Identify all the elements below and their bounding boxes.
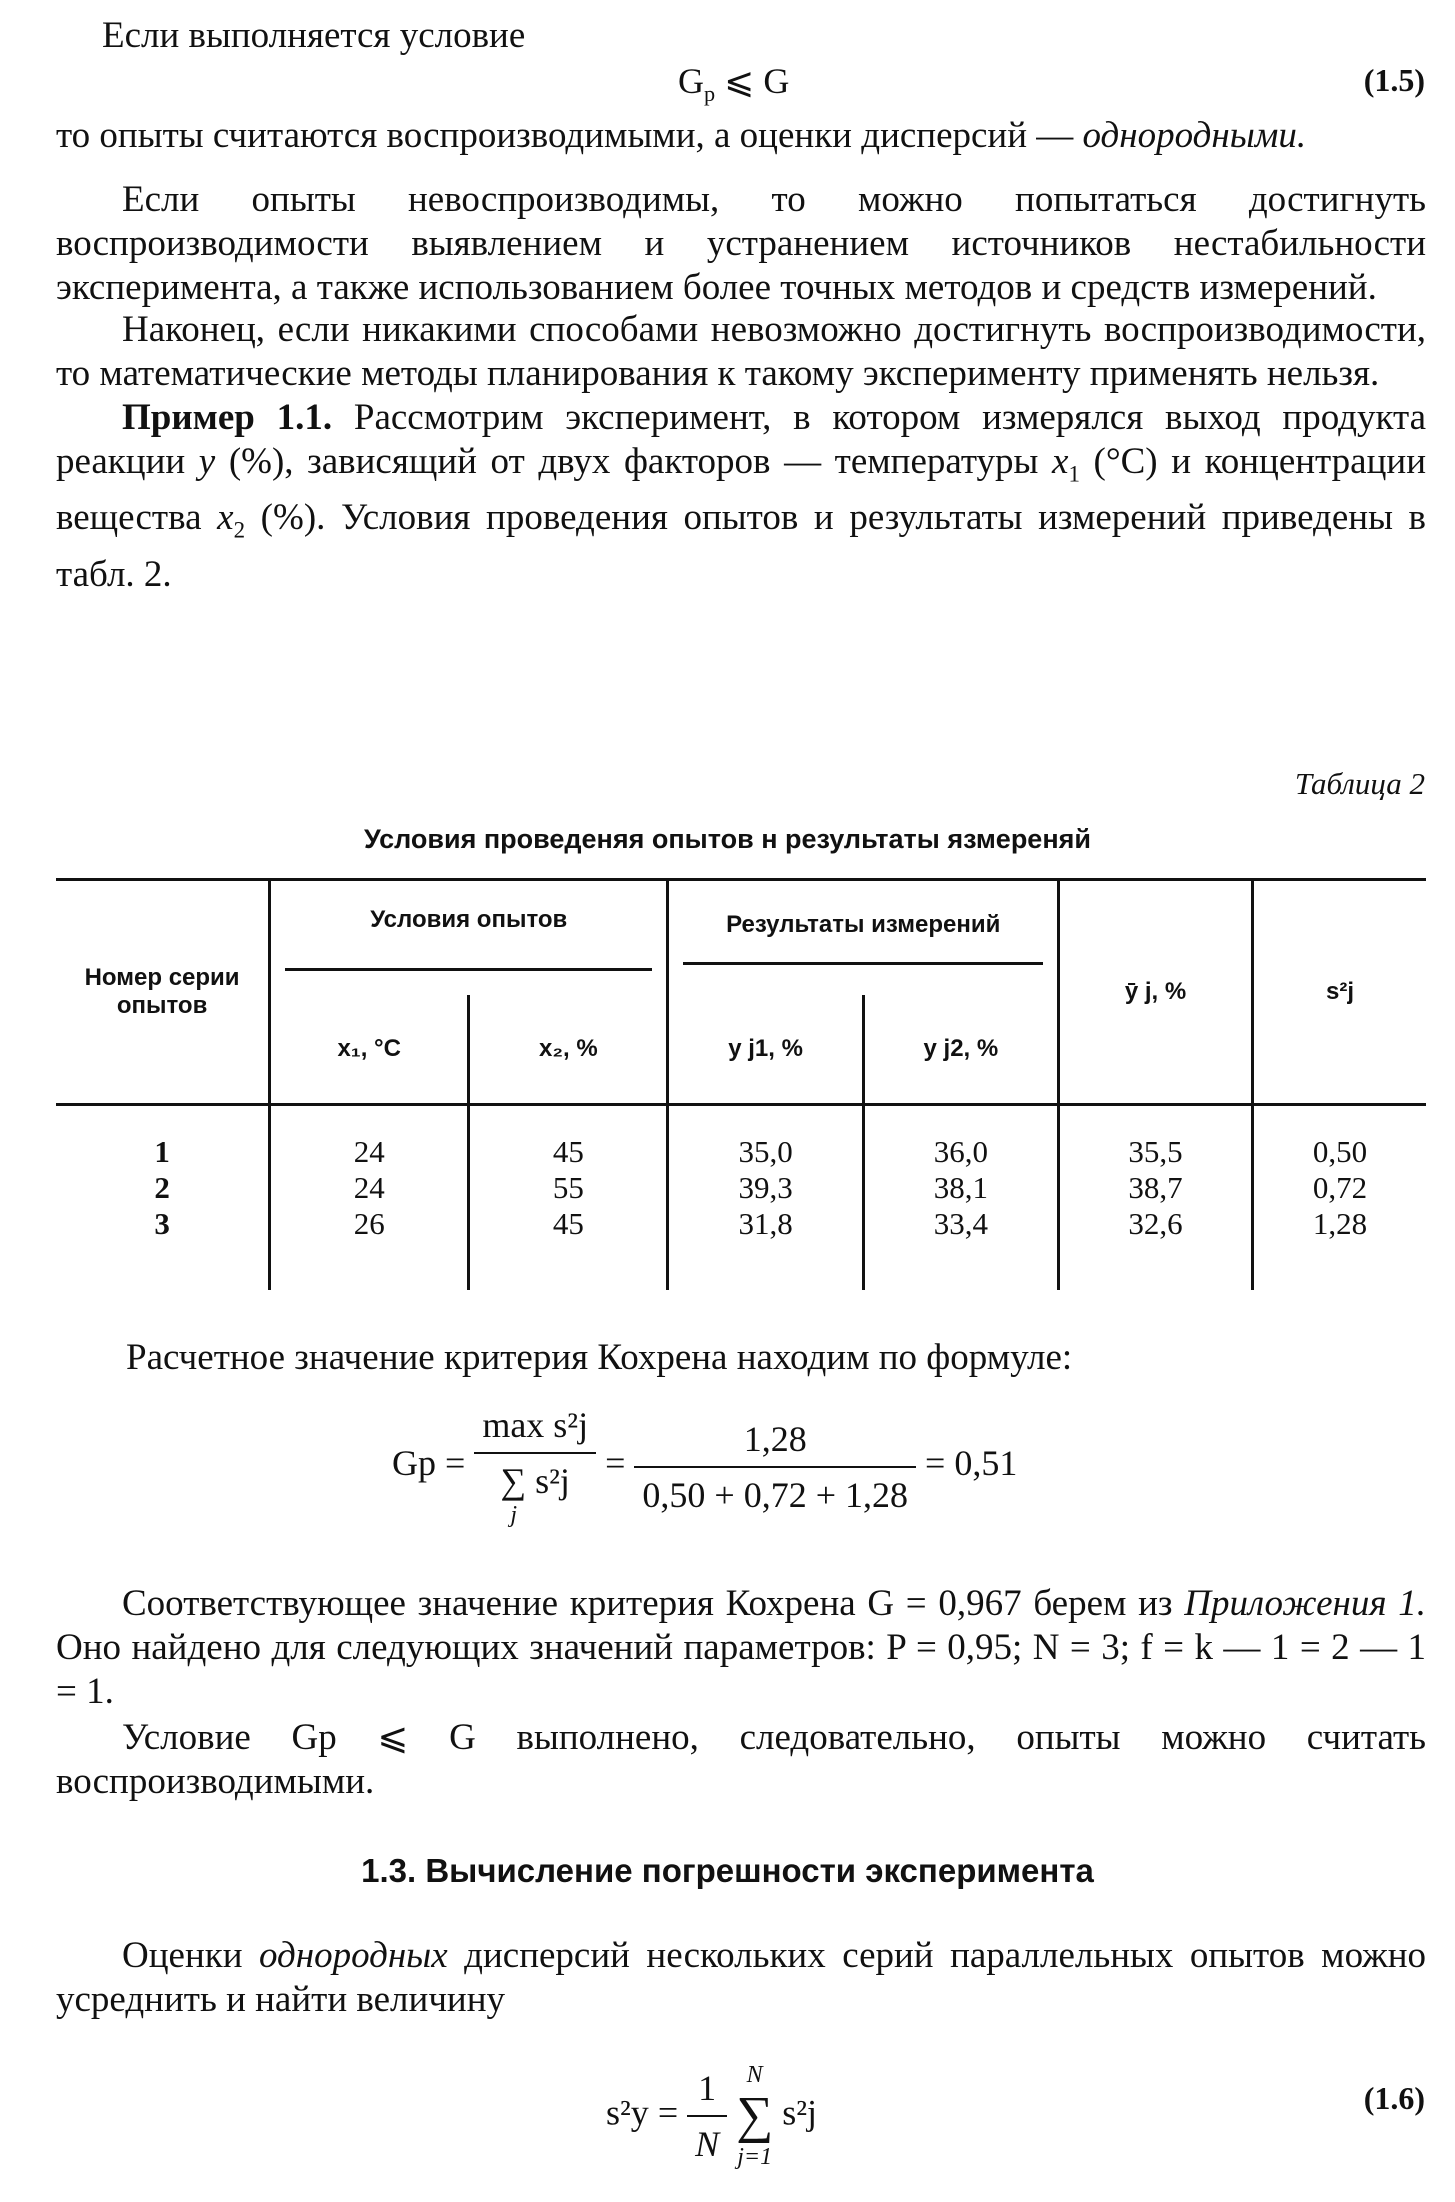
cell-x1-1: 24	[353, 1134, 385, 1169]
cell-yj1-1: 35,0	[738, 1134, 793, 1169]
results-table	[56, 878, 1426, 1290]
cell-x2-3: 45	[552, 1206, 584, 1241]
header-ymean: ȳ j, %	[1059, 880, 1253, 1105]
header-results-text: Результаты измерений	[683, 912, 1043, 965]
formula-gp-fraction-2	[634, 1418, 916, 1516]
paragraph-1	[56, 114, 1426, 158]
formula-gp-result: = 0,51	[925, 1442, 1018, 1483]
example-var-x2-sub: 2	[233, 517, 246, 543]
col-x1	[270, 1105, 469, 1291]
example-text-4: (%). Условия проведения опытов и результаты измерений приведены в табл. 2.	[56, 497, 1427, 595]
example-var-y: y	[198, 441, 216, 482]
example-label: Пример 1.1.	[122, 397, 333, 438]
equation-1-6	[606, 2060, 817, 2172]
cell-series-2: 2	[154, 1170, 170, 1205]
formula-gp: Gp = max s²j ∑ s²j j = $\frac{1,28}{0,50 + 0,72 + 1,28}$ = 0,51	[392, 1405, 1018, 1528]
table-header-row-1	[56, 880, 1426, 996]
table-caption: Условия проведеняя опытов н результаты язмереняй	[364, 824, 1091, 854]
eq16-fraction	[687, 2067, 727, 2165]
col-series	[56, 1105, 270, 1291]
cell-series-1: 1	[154, 1134, 170, 1169]
sigma-icon: ∑	[736, 2087, 774, 2144]
paragraph-4: Расчетное значение критерия Кохрена находим по формуле:	[126, 1337, 1073, 1378]
paragraph-1-italic: однородными.	[1082, 115, 1307, 156]
cell-ymean-2: 38,7	[1128, 1170, 1183, 1205]
example-text-1: Рассмотрим эксперимент, в котором измерялся выход продукта реакции	[56, 397, 1426, 482]
section-heading: 1.3. Вычисление погрешности эксперимента	[361, 1852, 1094, 1889]
formula-gp-den1-sub: j	[510, 1502, 517, 1528]
paragraph-7-italic: однородных	[259, 1935, 448, 1976]
cell-yj2-2: 38,1	[933, 1170, 988, 1205]
cell-s2-3: 1,28	[1312, 1206, 1368, 1241]
cell-yj2-1: 36,0	[933, 1134, 988, 1169]
header-yj1: y j1, %	[668, 995, 863, 1105]
cell-ymean-1: 35,5	[1128, 1134, 1183, 1169]
eq16-frac-num: 1	[687, 2067, 727, 2117]
eq15-rhs: G	[763, 61, 790, 101]
eq16-lhs: s²y	[606, 2092, 649, 2133]
paragraph-5	[56, 1582, 1426, 1714]
cell-ymean-3: 32,6	[1128, 1206, 1183, 1241]
header-results	[668, 880, 1059, 996]
eq15-lhs-sub: p	[704, 81, 716, 107]
col-s2	[1253, 1105, 1427, 1291]
eq16-sum	[736, 2060, 773, 2172]
paragraph-7-text-1: Оценки	[122, 1935, 243, 1976]
cell-x2-2: 55	[552, 1170, 584, 1205]
formula-gp-den1-text: ∑ s²j	[500, 1461, 570, 1501]
eq15-lhs: G	[678, 61, 704, 101]
paragraph-2: Если опыты невоспроизводимы, то можно попытаться достигнуть воспроизводимости выявлением и устранением источников нестабильности эксперимента, а также использованием более точных методов и средств измерений.	[56, 179, 1426, 308]
equation-number-1-5: (1.5)	[1363, 62, 1425, 98]
example-text-2: (%), зависящий от двух факторов — температуры	[228, 441, 1039, 482]
formula-gp-lhs: Gp	[392, 1442, 436, 1483]
paragraph-7	[56, 1934, 1426, 2022]
eq16-term: s²j	[782, 2092, 818, 2133]
paragraph-1-text: то опыты считаются воспроизводимыми, а оценки дисперсий —	[56, 115, 1074, 156]
col-yj1	[668, 1105, 863, 1291]
formula-gp-fraction-1	[474, 1404, 596, 1529]
formula-gp-den2: 0,50 + 0,72 + 1,28	[642, 1474, 909, 1515]
header-conditions-text: Условия опытов	[285, 906, 652, 971]
col-x2	[469, 1105, 668, 1291]
formula-gp-num2: 1,28	[634, 1418, 916, 1468]
paragraph-6: Условие Gp ⩽ G выполнено, следовательно, опыты можно считать воспроизводимыми.	[56, 1717, 1426, 1802]
paragraph-3: Наконец, если никакими способами невозможно достигнуть воспроизводимости, то математические методы планирования к такому эксперименту применять нельзя.	[56, 309, 1426, 394]
header-x1: x₁, °С	[270, 995, 469, 1105]
header-series: Номер серии опытов	[56, 880, 270, 1105]
formula-gp-den1	[474, 1454, 596, 1529]
formula-gp-num1: max s²j	[474, 1404, 596, 1454]
example-paragraph	[56, 396, 1426, 597]
cell-yj1-2: 39,3	[738, 1170, 793, 1205]
eq15-relation: ⩽	[724, 61, 755, 101]
example-text-3: (°С) и концентрации вещества	[56, 441, 1426, 539]
eq16-equals: =	[657, 2092, 679, 2133]
cell-x1-2: 24	[353, 1170, 385, 1205]
cell-x1-3: 26	[353, 1206, 385, 1241]
header-s2: s²j	[1253, 880, 1427, 1105]
eq16-frac-den: N	[695, 2124, 720, 2164]
table-data-row	[56, 1105, 1426, 1291]
cell-s2-2: 0,72	[1312, 1170, 1368, 1205]
paragraph-5-text-2: Оно найдено для следующих значений параметров:	[56, 1627, 876, 1668]
cell-x2-1: 45	[552, 1134, 584, 1169]
paragraph-5-text-1: Соответствующее значение критерия Кохрена G = 0,967 берем из	[122, 1583, 1173, 1624]
header-yj2: y j2, %	[863, 995, 1058, 1105]
col-yj2	[863, 1105, 1058, 1291]
header-conditions	[270, 880, 668, 996]
equation-1-5	[678, 60, 789, 107]
col-ymean	[1059, 1105, 1253, 1291]
eq16-sum-bottom: j=1	[737, 2144, 773, 2170]
intro-line: Если выполняется условие	[102, 15, 526, 56]
example-var-x1: x	[1052, 441, 1069, 482]
paragraph-5-italic: Приложения 1.	[1184, 1583, 1426, 1624]
header-x2: x₂, %	[469, 995, 668, 1105]
example-var-x2: x	[217, 497, 234, 539]
example-var-x1-sub: 1	[1068, 461, 1080, 487]
eq16-sum-top: N	[746, 2062, 763, 2088]
paragraph-5-params: P = 0,95; N = 3; f = k — 1 = 2 — 1 = 1.	[56, 1627, 1427, 1712]
cell-yj1-3: 31,8	[738, 1206, 793, 1241]
cell-yj2-3: 33,4	[933, 1206, 988, 1241]
equation-number-1-6: (1.6)	[1363, 2080, 1425, 2116]
table-label: Таблица 2	[1294, 766, 1425, 801]
paragraph-7-text-2: дисперсий нескольких серий параллельных опытов можно усреднить и найти величину	[56, 1935, 1427, 2020]
cell-series-3: 3	[154, 1206, 170, 1241]
cell-s2-1: 0,50	[1312, 1134, 1368, 1169]
